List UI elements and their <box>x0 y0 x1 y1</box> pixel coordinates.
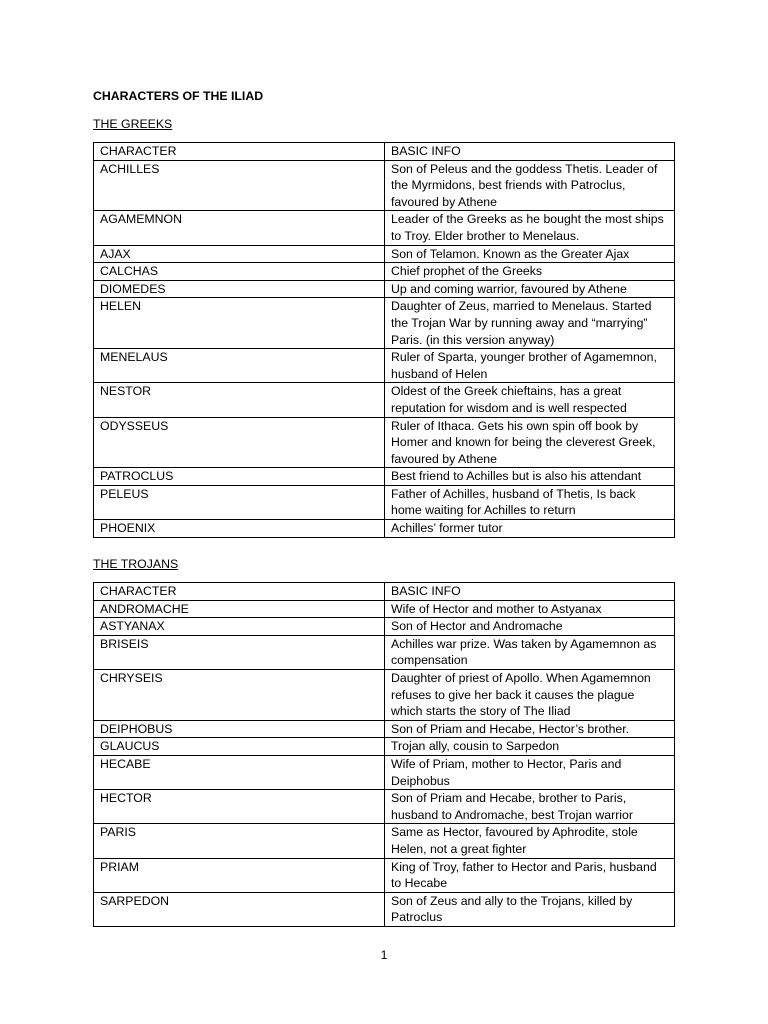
basic-info-cell: Father of Achilles, husband of Thetis, Is back home waiting for Achilles to return <box>385 485 675 519</box>
table-row <box>94 280 675 298</box>
greeks-table <box>93 142 675 538</box>
table-row <box>94 485 675 519</box>
character-name-cell: HECTOR <box>94 790 385 824</box>
character-name-cell: PELEUS <box>94 485 385 519</box>
basic-info-cell: Ruler of Ithaca. Gets his own spin off book by Homer and known for being the cleverest Greek, favoured by Athene <box>385 417 675 468</box>
header-character: CHARACTER <box>94 583 385 601</box>
basic-info-cell: Trojan ally, cousin to Sarpedon <box>385 738 675 756</box>
character-name-cell: ANDROMACHE <box>94 600 385 618</box>
page-number: 1 <box>380 948 388 962</box>
basic-info-cell: Son of Priam and Hecabe, Hector’s brother. <box>385 720 675 738</box>
table-row <box>94 160 675 211</box>
table-row <box>94 635 675 669</box>
character-name-cell: CALCHAS <box>94 263 385 281</box>
table-row <box>94 669 675 720</box>
character-name-cell: PRIAM <box>94 858 385 892</box>
table-row <box>94 349 675 383</box>
header-basic-info: BASIC INFO <box>385 143 675 161</box>
character-name-cell: AGAMEMNON <box>94 211 385 245</box>
basic-info-cell: Oldest of the Greek chieftains, has a great reputation for wisdom and is well respected <box>385 383 675 417</box>
character-name-cell: AJAX <box>94 245 385 263</box>
table-row <box>94 417 675 468</box>
character-name-cell: ODYSSEUS <box>94 417 385 468</box>
basic-info-cell: Up and coming warrior, favoured by Athene <box>385 280 675 298</box>
table-row <box>94 520 675 538</box>
basic-info-cell: Son of Zeus and ally to the Trojans, killed by Patroclus <box>385 892 675 926</box>
table-header-row <box>94 583 675 601</box>
table-row <box>94 245 675 263</box>
table-row <box>94 618 675 636</box>
basic-info-cell: Wife of Hector and mother to Astyanax <box>385 600 675 618</box>
character-name-cell: ACHILLES <box>94 160 385 211</box>
table-row <box>94 738 675 756</box>
table-row <box>94 858 675 892</box>
table-row <box>94 824 675 858</box>
document-title: CHARACTERS OF THE ILIAD <box>93 89 264 103</box>
character-name-cell: PHOENIX <box>94 520 385 538</box>
character-name-cell: PARIS <box>94 824 385 858</box>
basic-info-cell: King of Troy, father to Hector and Paris, husband to Hecabe <box>385 858 675 892</box>
table-row <box>94 720 675 738</box>
table-row <box>94 383 675 417</box>
table-row <box>94 298 675 349</box>
character-name-cell: PATROCLUS <box>94 468 385 486</box>
table-row <box>94 892 675 926</box>
table-row <box>94 211 675 245</box>
character-name-cell: HECABE <box>94 755 385 789</box>
character-name-cell: DIOMEDES <box>94 280 385 298</box>
header-character: CHARACTER <box>94 143 385 161</box>
basic-info-cell: Wife of Priam, mother to Hector, Paris and Deiphobus <box>385 755 675 789</box>
basic-info-cell: Son of Hector and Andromache <box>385 618 675 636</box>
header-basic-info: BASIC INFO <box>385 583 675 601</box>
character-name-cell: SARPEDON <box>94 892 385 926</box>
table-row <box>94 600 675 618</box>
basic-info-cell: Daughter of priest of Apollo. When Agamemnon refuses to give her back it causes the plague which starts the story of The Iliad <box>385 669 675 720</box>
character-name-cell: CHRYSEIS <box>94 669 385 720</box>
basic-info-cell: Achilles war prize. Was taken by Agamemnon as compensation <box>385 635 675 669</box>
basic-info-cell: Same as Hector, favoured by Aphrodite, stole Helen, not a great fighter <box>385 824 675 858</box>
section-heading-trojans: THE TROJANS <box>93 557 179 571</box>
trojans-table <box>93 582 675 927</box>
character-name-cell: NESTOR <box>94 383 385 417</box>
character-name-cell: BRISEIS <box>94 635 385 669</box>
section-heading-greeks: THE GREEKS <box>93 117 173 131</box>
basic-info-cell: Leader of the Greeks as he bought the most ships to Troy. Elder brother to Menelaus. <box>385 211 675 245</box>
character-name-cell: GLAUCUS <box>94 738 385 756</box>
basic-info-cell: Son of Telamon. Known as the Greater Ajax <box>385 245 675 263</box>
character-name-cell: MENELAUS <box>94 349 385 383</box>
basic-info-cell: Son of Peleus and the goddess Thetis. Leader of the Myrmidons, best friends with Patroclus, favoured by Athene <box>385 160 675 211</box>
basic-info-cell: Son of Priam and Hecabe, brother to Paris, husband to Andromache, best Trojan warrior <box>385 790 675 824</box>
basic-info-cell: Achilles’ former tutor <box>385 520 675 538</box>
character-name-cell: ASTYANAX <box>94 618 385 636</box>
table-row <box>94 755 675 789</box>
greeks-table-body <box>94 143 675 538</box>
basic-info-cell: Best friend to Achilles but is also his attendant <box>385 468 675 486</box>
character-name-cell: HELEN <box>94 298 385 349</box>
table-row <box>94 468 675 486</box>
trojans-table-body <box>94 583 675 927</box>
basic-info-cell: Chief prophet of the Greeks <box>385 263 675 281</box>
basic-info-cell: Ruler of Sparta, younger brother of Agamemnon, husband of Helen <box>385 349 675 383</box>
table-row <box>94 263 675 281</box>
basic-info-cell: Daughter of Zeus, married to Menelaus. Started the Trojan War by running away and “marrying” Paris. (in this version anyway) <box>385 298 675 349</box>
character-name-cell: DEIPHOBUS <box>94 720 385 738</box>
table-row <box>94 790 675 824</box>
table-header-row <box>94 143 675 161</box>
